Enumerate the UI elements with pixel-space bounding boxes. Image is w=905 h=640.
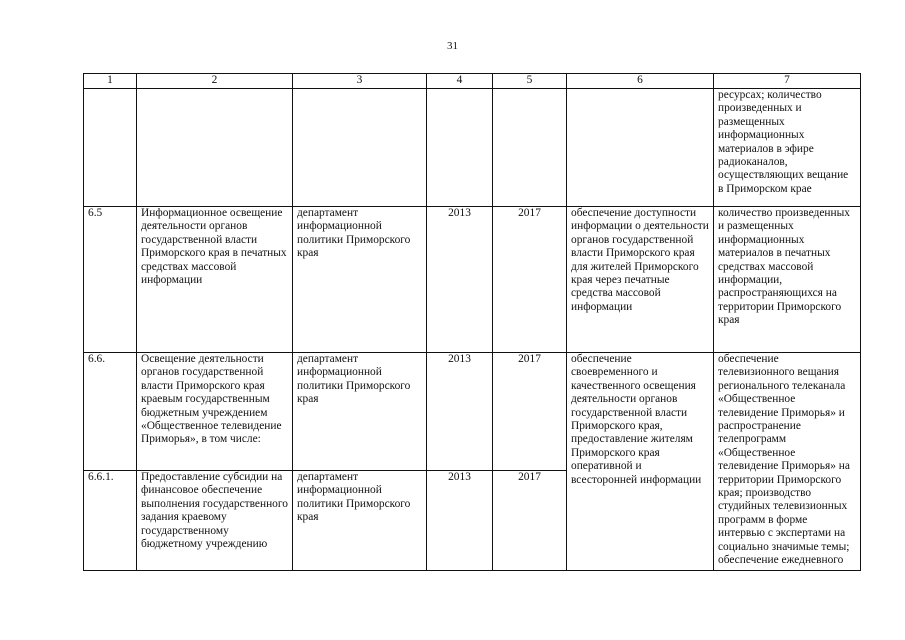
cell-name: Освещение деятельности органов государственной власти Приморского края краевым государственным бюджетным учреждением «Общественное телевидение Приморья», в том числе: (137, 353, 293, 471)
column-header: 3 (293, 74, 427, 89)
program-table (83, 73, 861, 571)
cell-result: обеспечение своевременного и качественного освещения деятельности органов государственной власти Приморского края, предоставление жителям Приморского края оперативной и всесторонней информации (567, 353, 714, 571)
cell-start-year: 2013 (427, 207, 493, 353)
cell-empty (493, 89, 567, 207)
table-row-continuation (84, 89, 861, 207)
column-header: 1 (84, 74, 137, 89)
cell-executor: департамент информационной политики Приморского края (293, 471, 427, 571)
cell-end-year: 2017 (493, 207, 567, 353)
cell-indicator: ресурсах; количество произведенных и размещенных информационных материалов в эфире радиоканалов, осуществляющих вещание в Приморском крае (714, 89, 861, 207)
cell-number: 6.6.1. (84, 471, 137, 571)
column-header: 7 (714, 74, 861, 89)
cell-indicator: количество произведенных и размещенных информационных материалов в печатных средствах массовой информации, распространяющихся на территории Приморского края (714, 207, 861, 353)
cell-executor: департамент информационной политики Приморского края (293, 353, 427, 471)
cell-indicator: обеспечение телевизионного вещания регионального телеканала «Общественное телевидение Приморья» и распространение телепрограмм «Общественное телевидение Приморья» на территории Приморского края; производство студийных телевизионных программ в форме интервью с экспертами на социально значимые темы; обеспечение ежедневного (714, 353, 861, 571)
column-header: 4 (427, 74, 493, 89)
cell-empty (567, 89, 714, 207)
cell-name: Предоставление субсидии на финансовое обеспечение выполнения государственного задания краевому государственному бюджетному учреждению (137, 471, 293, 571)
cell-empty (427, 89, 493, 207)
cell-end-year: 2017 (493, 353, 567, 471)
page-number: 31 (447, 40, 458, 52)
cell-number: 6.5 (84, 207, 137, 353)
cell-empty (84, 89, 137, 207)
cell-number: 6.6. (84, 353, 137, 471)
cell-empty (137, 89, 293, 207)
column-header: 5 (493, 74, 567, 89)
table-row-6-6 (84, 353, 861, 471)
cell-start-year: 2013 (427, 471, 493, 571)
column-header: 2 (137, 74, 293, 89)
table-header-row (84, 74, 861, 89)
cell-empty (293, 89, 427, 207)
cell-result: обеспечение доступности информации о деятельности органов государственной власти Приморского края для жителей Приморского края через печатные средства массовой информации (567, 207, 714, 353)
cell-name: Информационное освещение деятельности органов государственной власти Приморского края в печатных средствах массовой информации (137, 207, 293, 353)
cell-end-year: 2017 (493, 471, 567, 571)
table-row-6-5 (84, 207, 861, 353)
column-header: 6 (567, 74, 714, 89)
cell-start-year: 2013 (427, 353, 493, 471)
cell-executor: департамент информационной политики Приморского края (293, 207, 427, 353)
